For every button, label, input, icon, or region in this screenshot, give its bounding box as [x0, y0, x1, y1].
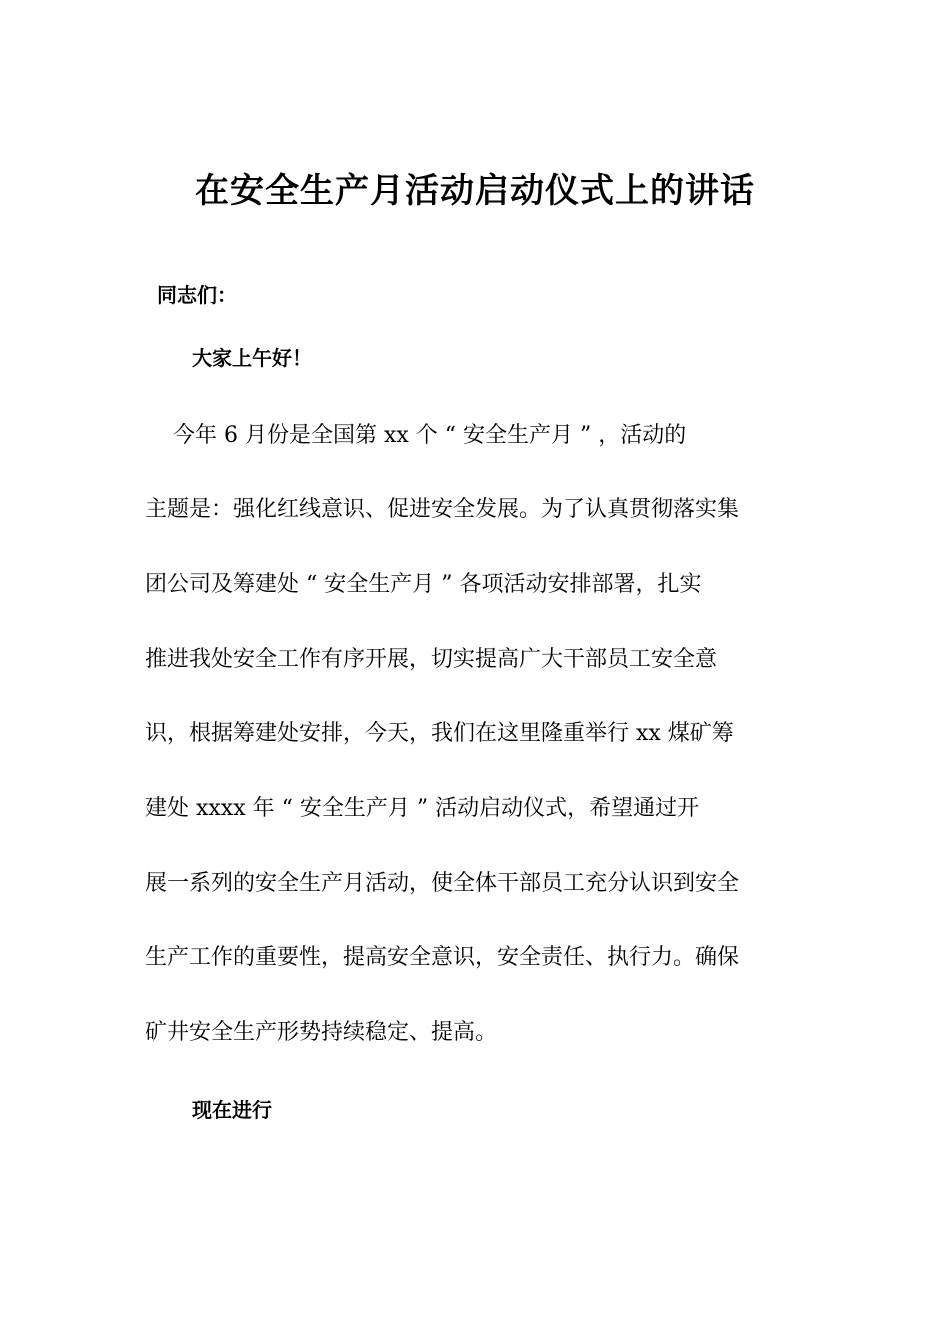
body-line: 识，根据筹建处安排，今天，我们在这里隆重举行 xx 煤矿筹	[145, 721, 734, 746]
body-line: 推进我处安全工作有序开展，切实提高广大干部员工安全意	[145, 647, 718, 672]
body-line: 生产工作的重要性，提高安全意识，安全责任、执行力。确保	[145, 945, 740, 970]
closing-line: 现在进行	[192, 1098, 272, 1122]
body-line: 团公司及筹建处 “ 安全生产月 ” 各项活动安排部署，扎实	[145, 572, 702, 597]
body-line: 主题是：强化红线意识、促进安全发展。为了认真贯彻落实集	[145, 497, 740, 522]
body-line: 今年 6 月份是全国第 xx 个 “ 安全生产月 ” ，活动的	[145, 423, 687, 448]
body-line: 建处 xxxx 年 “ 安全生产月 ” 活动启动仪式，希望通过开	[145, 796, 700, 821]
body-line: 展一系列的安全生产月活动，使全体干部员工充分认识到安全	[145, 871, 740, 896]
greeting: 大家上午好！	[192, 346, 312, 370]
body-line: 矿井安全生产形势持续稳定、提高。	[145, 1020, 498, 1045]
document-title: 在安全生产月活动启动仪式上的讲话	[195, 171, 755, 211]
salutation: 同志们：	[157, 283, 237, 307]
